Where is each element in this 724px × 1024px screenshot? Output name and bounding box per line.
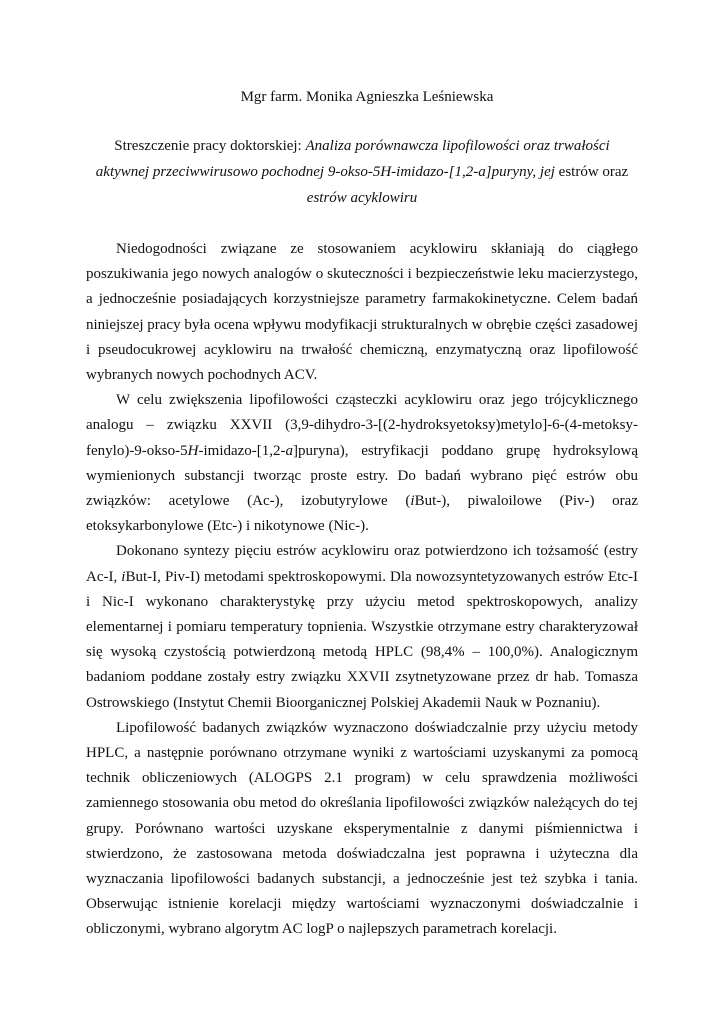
p2-text-b: -imidazo-[1,2-: [198, 442, 286, 459]
paragraph-3: [86, 539, 638, 715]
title-italic-part1: Analiza porównawcza lipofilowości oraz trwałości aktywnej przeciwwirusowo pochodnej 9-okso-5H-imidazo-[1,2-a]puryny, jej: [95, 138, 610, 180]
p2-italic-i: i: [410, 493, 415, 510]
document-page: [86, 86, 638, 943]
paragraph-4: Lipofilowość badanych związków wyznaczono doświadczalnie przy użyciu metody HPLC, a następnie porównano otrzymane wyniki z wartościami uzyskanymi za pomocą technik obliczeniowych (ALOGPS 2.1 program) w celu sprawdzenia możliwości zamiennego stosowania obu metod do określania lipofilowości związków należących do tej grupy. Porównano wartości uzyskane eksperymentalnie z danymi piśmiennictwa i stwierdzono, że zastosowana metoda doświadczalna jest poprawna i użyteczna dla wyznaczania lipofilowości badanych substancji, a jednocześnie jest też szybka i tania. Obserwując istnienie korelacji między wartościami wyznaczonymi doświadczalnie i obliczonymi, wybrano algorytm AC logP o najlepszych parametrach korelacji.: [86, 719, 638, 938]
paragraph-2: [86, 388, 638, 539]
p2-italic-h: H: [187, 442, 199, 459]
title-oraz: oraz: [602, 164, 629, 180]
p3-text-b: But-I, Piv-I) metodami spektroskopowymi. Dla nowozsyntetyzowanych estrów Etc-I i Nic-I wykonano charakterystykę przy użyciu metod spektroskopowych, analizy elementarnej i pomiaru temperatury topnienia. Wszystkie otrzymane estry charakteryzował się wysoką czystością potwierdzoną metodą HPLC (98,4% – 100,0%). Analogicznym badaniom poddane zostały estry związku XXVII zsytnetyzowane przez dr hab. Tomasza Ostrowskiego (Instytut Chemii Bioorganicznej Polskiej Akademii Nauk w Poznaniu).: [86, 568, 638, 711]
p3-text-a: Dokonano syntezy pięciu estrów acyklowiru oraz potwierdzono ich tożsamość (estry Ac-I,: [86, 543, 638, 585]
title-italic-part2: estrów acyklowiru: [306, 190, 418, 206]
p3-italic-i: i: [121, 568, 126, 585]
author-name: Mgr farm. Monika Agnieszka Leśniewska: [240, 89, 494, 105]
abstract-body: [86, 237, 638, 943]
p2-text-a: W celu zwiększenia lipofilowości cząsteczki acyklowiru oraz jego trójcyklicznego analogu – związku XXVII (3,9-dihydro-3-[(2-hydroksyetoksy)metylo]-6-(4-metoksy-fenylo)-9-okso-5: [86, 392, 638, 459]
p2-text-d: But-), piwaloilowe (Piv-) oraz etoksykarbonylowe (Etc-) i nikotynowe (Nic-).: [86, 493, 638, 535]
thesis-title: [86, 133, 638, 211]
title-prefix: Streszczenie pracy doktorskiej:: [114, 138, 302, 154]
p2-text-c: ]puryna), estryfikacji poddano grupę hydroksylową wymienionych substancji tworząc proste estry. Do badań wybrano pięć estrów obu związków: acetylowe (Ac-), izobutyrylowe (: [86, 442, 638, 510]
title-estrow: estrów: [558, 164, 599, 180]
p2-italic-a: a: [285, 442, 294, 459]
paragraph-1: Niedogodności związane ze stosowaniem acyklowiru skłaniają do ciągłego poszukiwania jego nowych analogów o skuteczności i bezpieczeństwie leku macierzystego, a jednocześnie posiadających korzystniejsze parametry farmakokinetyczne. Celem badań niniejszej pracy była ocena wpływu modyfikacji strukturalnych w obrębie części zasadowej i pseudocukrowej acyklowiru na trwałość chemiczną, enzymatyczną oraz lipofilowość wybranych nowych pochodnych ACV.: [86, 241, 638, 384]
